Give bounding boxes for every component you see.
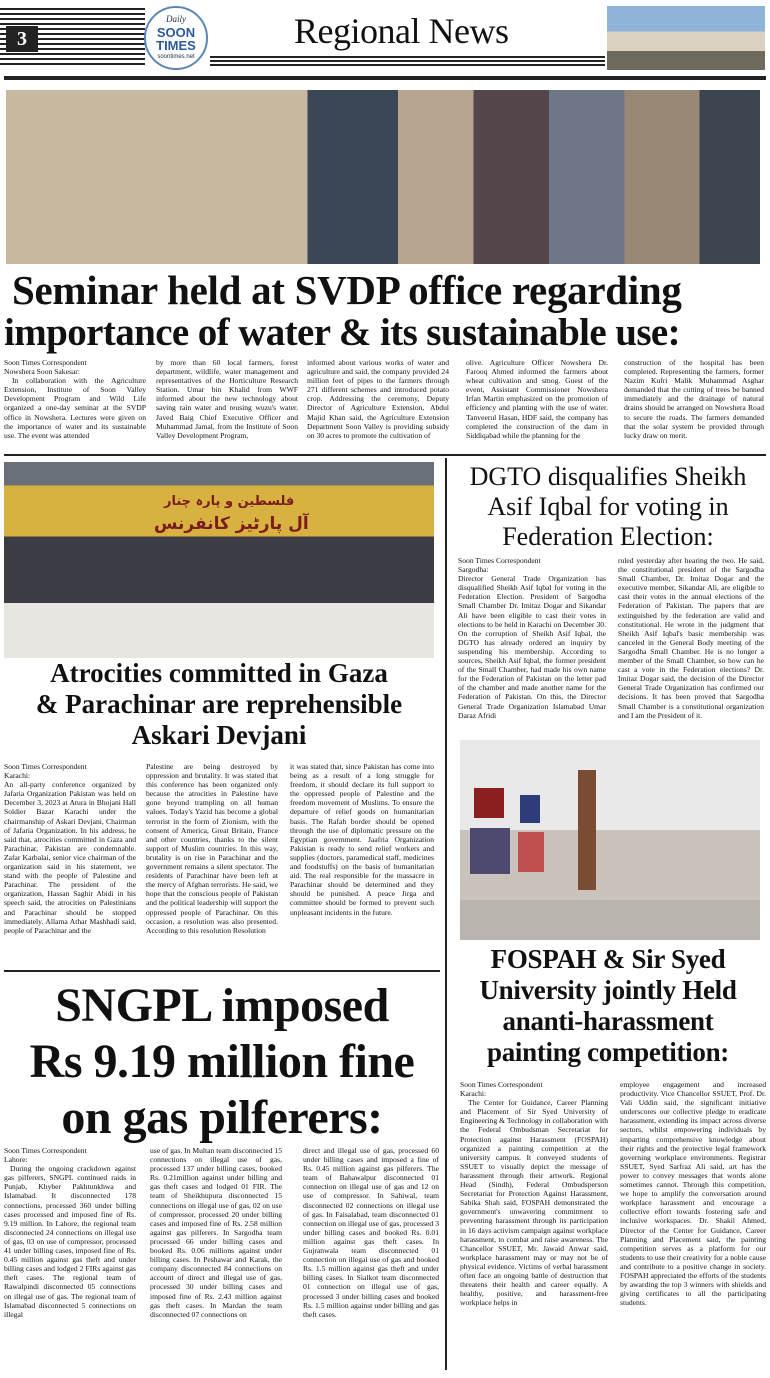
story2-headline-1: Atrocities committed in Gaza [50, 658, 388, 688]
story4-headline-1: SNGPL imposed [55, 979, 389, 1032]
story1-photo [6, 90, 760, 264]
vertical-divider [445, 458, 447, 1370]
story5-photo [460, 740, 760, 940]
story5-headline-1: FOSPAH & Sir Syed [490, 944, 726, 974]
story1-text-1: In collaboration with the Agriculture Extension, Institute of Soon Valley Development Program and Wild Life organized a one-day seminar at the SVDP office in Nowshera. Lectures were given on the importance of water and its sustainable use. The event was attended [4, 376, 146, 440]
story5-headline-4: painting competition: [487, 1037, 729, 1067]
logo-daily: Daily [166, 14, 186, 24]
story5-dateline: Karachi: [460, 1089, 487, 1099]
story4-headline [4, 978, 440, 1146]
story1-col3 [307, 358, 449, 440]
story1-text-2: by more than 60 local farmers, forest department, wildlife, water management and representatives of the Horticulture Research Station. Umar bin Khalid from WWF informed about the new technology about saving rain water and reusing wuzu's water. Javed Baig Chief Executive Officer and Muhammad Jamal, from the Institute of Soon Valley Development Program, [156, 358, 298, 440]
story1-col2 [156, 358, 298, 440]
story1-dateline: Nowshera Soon Sakesar: [4, 367, 80, 377]
story1-col4 [466, 358, 608, 440]
story3-headline-2: Asif Iqbal for voting in [487, 492, 729, 521]
story3-byline: Soon Times Correspondent [458, 556, 541, 565]
story3-col1 [458, 556, 606, 720]
story4-byline: Soon Times Correspondent [4, 1146, 87, 1155]
story2-dateline: Karachi: [4, 771, 31, 781]
story5-col2 [620, 1080, 766, 1307]
story5-byline: Soon Times Correspondent [460, 1080, 543, 1089]
story4-col1 [4, 1146, 136, 1319]
divider-1 [4, 454, 766, 456]
page-number: 3 [6, 26, 38, 52]
story4-dateline: Lahore: [4, 1155, 28, 1165]
story3-headline-1: DGTO disqualifies Sheikh [469, 462, 747, 491]
story2-text-3: it was stated that, since Pakistan has come into being as a result of a long struggle for freedom, it should declare its full support to the oppressed people of Palestine and the freedom movement of Muslims. To ensure the departure of relief goods on humanitarian basis. The Rafah border should be opened through the use of diplomatic pressure on the Egyptian government. Jaafria Organization Pakistan is ready to send relief workers and supplies (doctors, paramedical staff, medicines and foodstuffs) on the basis of humanitarian aid. The real responsible for the massacre in Parachinar should be determined and they should be punished. A peace Jirga and committee should be formed to prevent such unpleasant incidents in the future. [290, 762, 434, 917]
story3-col2 [618, 556, 764, 720]
story2-banner-line1: فلسطین و پارہ چنار [164, 494, 295, 509]
story2-col1 [4, 762, 136, 935]
story3-headline [452, 462, 764, 552]
story1-col1 [4, 358, 146, 440]
story2-text-2: Palestine are being destroyed by oppression and brutality. It was stated that this conference has been organized only because the atrocities in Palestine have gone beyond trampling on all human values. Today's Yazid has become a global terrorist in the form of Zionism, with the consent of America, Great Britain, France and other countries, thanks to the silent support of Muslim countries. In this way, brutality is on rise in Parachinar and the government remains a silent spectator. The residents of Parachinar have been left at the mercy of Afghan terrorists. He said, we hope that the conscious people of Pakistan and the political leadership will support the oppressed people of Parachinar. On this occasion, a resolution was also presented. According to this resolution Resolution [146, 762, 278, 935]
story3-dateline: Sargodha: [458, 565, 489, 575]
section-title: Regional News [294, 11, 509, 51]
header-divider [4, 76, 766, 80]
story3-headline-3: Federation Election: [502, 522, 714, 551]
story2-photo [4, 462, 434, 658]
story3-text-1: Director General Trade Organization has disqualified Sheikh Asif Iqbal for voting in the Federation Election. President of Sargodha Small Chamber Dr. Imitaz Dogar and Sikandar Ali have been eligible to cast their votes in elections to be held in Karachi on December 30. On the corruption of Sheikh Asif Iqbal, the DGTO has already ordered an inquiry by suspending his membership. According to sources, Sheikh Asif Iqbal, the former president of the Small Chamber, had made his own name for the Federation of Pakistan on the letter pad of the chamber and made another name for the Federation of Pakistan. On this, the Director General Trade Organization Islamabad Umar Daraz Afridi [458, 574, 606, 720]
story2-banner-line2: آل پارٹیز کانفرنس [154, 514, 309, 534]
story5-photo-painting [474, 788, 504, 818]
story2-headline [4, 658, 434, 751]
story5-col1 [460, 1080, 608, 1307]
story2-col2 [146, 762, 278, 935]
story4-headline-3: on gas pilferers: [61, 1091, 383, 1144]
story1-text-4: olive. Agriculture Officer Nowshera Dr. Farooq Ahmed informed the farmers about wheat cultivation and smog. Guest of the event, Assistant Commissioner Nowshera Irfan Martin emphasized on the promotion of efficiency and planting with the use of water. Tanveerul Hasan, HDF said, the company has completed the construction of the dam in Siddiqabad while the planning for the [466, 358, 608, 440]
story5-text-1: The Center for Guidance, Career Planning and Placement of Sir Syed University of Engineering & Technology in collaboration with the Federal Ombudsman Secretariat for Protection against Harassment (FOSPAH) organized a painting competition at the university campus. It conveyed students of SSUET to visually depict the message of harassment through their artwork. Regional Head (Sindh), Federal Ombudsperson Secretariat for Protection Against Harassment, Sabika Shah said, FOSPAH demonstrated the government's unwavering commitment to preventing harassment through its participation in 16 days activism campaign against workplace harassment, to combat and raise awareness. The Chancellor SSUET, Mr. Jawaid Anwar said, workplace harassment may or may not be of physical evidence. Victims of verbal harassment often face an ongoing battle of destruction that threatens their health and career equally. A healthy, positive, and harassment-free workplace helps in [460, 1098, 608, 1308]
logo-title: SOON TIMES [156, 25, 196, 53]
story2-col3 [290, 762, 434, 917]
story5-headline [452, 944, 764, 1068]
logo [144, 6, 208, 70]
story4-col2 [150, 1146, 282, 1319]
story4-text-3: direct and illegal use of gas, processed 60 under billing cases and imposed a fine of Rs. 0.45 million against gas pilferers. The team of Bahawalpur disconnected 01 connection on illegal use of gas and 12 on use of compressor. In Sahiwal, team disconnected 02 connections on illegal use of gas. In Faisalabad, team disconnected 01 connection on illegal use of gas, processed 3 under billing cases and booked Rs. 0.01 million against gas theft cases. In Gujranwala team disconnected 01 connection on illegal use of gas and booked Rs. 1.5 million against gas theft and under billing cases. In Sialkot team disconnected 01 connection on illegal use of gas, processed 3 under billing cases and booked Rs. 1.5 million against under billing and gas theft cases. [303, 1146, 439, 1319]
story4-col3 [303, 1146, 439, 1319]
story5-headline-3: ananti-harassment [502, 1006, 714, 1036]
story1-text-5: construction of the hospital has been completed. Representing the farmers, former Nazim Kufri Malik Muhammad Asghar demanded that the cutting of trees be banned immediately and the drainage of natural drains should be arranged on Nowshera Road to secure the roads. The farmers demanded that the solar system be provided through lucky draw on merit. [624, 358, 764, 440]
story5-photo-painting [518, 832, 544, 872]
story1-headline-2: importance of water & its sustainable use: [4, 311, 681, 354]
header-photo-mosque [607, 6, 765, 70]
story2-text-1: An all-party conference organized by Jafaria Organization Pakistan was held on December 3, 2023 at Atura in Bhojani Hall Soldier Bazar Karachi under the chairmanship of Askari Devjani, Chairman of Jafaria Organization. In his address, he said that, atrocities committed in Gaza and Parachinar, Pakistan are condemnable. Zafar Karbalai, senior vice chairman of the organization said in his statement, we stand with the people of Palestine and Parachinar. The president of the organization, Hassan Saghir Abidi in his speech said, the atrocities on Palestinians and Parachinar should be stopped immediately. Allama Athar Mashhadi said, people of Parachinar and the [4, 780, 136, 935]
story5-photo-painting [470, 828, 510, 874]
header-stripes-right [210, 56, 605, 66]
story3-text-2: ruled yesterday after hearing the two. He said, the constitutional president of the Sargodha Small Chamber, Dr. Imitaz Dogar and the executive member, Sikandar Ali, are eligible to cast their votes in the annual elections of the Federation of Pakistan. The papers that are extinguished by the federation are valid and constitutional. He wrote in the judgment that Sheikh Asif Iqbal's basic membership was canceled in the General Body meeting of the Sargodha Small Chamber. He is no longer a member of the Small Chamber, so how can he cast a vote in the Federation elections? Dr. Imitaz Dogar said, the decision of the Director General Trade Organization has confirmed our decisions. It has been proved that Sargodha Small Chamber is a constitutional organization and I am the President of it. [618, 556, 764, 720]
story1-byline: Soon Times Correspondent [4, 358, 87, 367]
story1-text-3: informed about various works of water and agriculture and said, the company provided 24 million feet of pipes to the farmers through 271 different schemes and introduced potato crop. Addressing the ceremony, Deputy Director of Agriculture Extension, Abdul Majid Khan said, the Agriculture Extension Department Soon Valley is providing subsidy on 30 acres to promote the cultivation of [307, 358, 449, 440]
story5-photo-painting [520, 795, 540, 823]
story5-photo-pillar [578, 770, 596, 890]
story4-text-2: use of gas. In Multan team disconnected 15 connections on illegal use of gas, processed 137 under billing cases, booked Rs. 0.21million against under billing and gas theft cases and lodged 01 FIR. The team of Sheikhupura disconnected 15 connections on illegal use of gas, 02 on use of compressor, processed 20 under billing cases and imposed fine of Rs. 2.58 million against gas pilferers. In Sargodha team processed 66 under billing cases and booked Rs. 0.06 millions against under billing cases. In Peshawar and Karak, the company disconnected 84 connections on account of direct and illegal use of gas, processed 30 under billing cases and imposed fine of Rs. 2.43 million against gas theft cases. In Mardan the team disconnected 07 connections on [150, 1146, 283, 1319]
story5-headline-2: University jointly Held [479, 975, 737, 1005]
logo-url: soontimes.net [157, 54, 195, 60]
story4-headline-2: Rs 9.19 million fine [29, 1035, 415, 1088]
story5-text-2: employee engagement and increased productivity. Vice Chancellor SSUET, Prof. Dr. Vali Uddin said, the significant initiative underscores our collective pledge to eradicate harassment, extending its impact across diverse sectors, whilst empowering individuals by imparting comprehensive knowledge about their rights and the protective legal framework governing workplace environments. Registrar SSUET, Syed Sarfraz Ali said, art has the power to convey messages that words alone sometimes cannot. Through this competition, we hope to amplify the conversation around workplace harassment and encourage a collective effort towards fostering safe and inclusive workspaces. Dr. Shakil Ahmed, Director of the Center for Guidance, Career Planning and Placement said, the painting competition serves as a platform for our students to use their creativity for a noble cause and contribute to a positive change in society. FOSPAH appreciated the efforts of the students by awarding the top 3 winners with shields and giving certificates to all the participating students. [620, 1080, 766, 1308]
story2-byline: Soon Times Correspondent [4, 762, 87, 771]
story2-headline-2: & Parachinar are reprehensible [35, 689, 403, 719]
divider-2 [4, 970, 440, 972]
story4-text-1: During the ongoing crackdown against gas pilferers, SNGPL continued raids in Punjab, Khyber Pakhtunkhwa and Islamabad. It disconnected 178 connections, processed 360 under billing cases processed and imposed fine of Rs. 9.19 million. In Lahore, the regional team disconnected 24 connections on illegal use of gas, 03 on use of compressor, processed 41 under billing cases, imposed fine of Rs. 0.45 million against gas theft and under billing cases and lodged 2 FIRs against gas theft cases. The regional team of Rawalpindi disconnected 05 connections on illegal use of gas. The regional team of Islamabad disconnected 5 connections on illegal [4, 1164, 136, 1319]
story1-headline-1: Seminar held at SVDP office regarding [12, 267, 682, 313]
story1-col5 [624, 358, 764, 440]
story2-headline-3: Askari Devjani [131, 720, 307, 750]
